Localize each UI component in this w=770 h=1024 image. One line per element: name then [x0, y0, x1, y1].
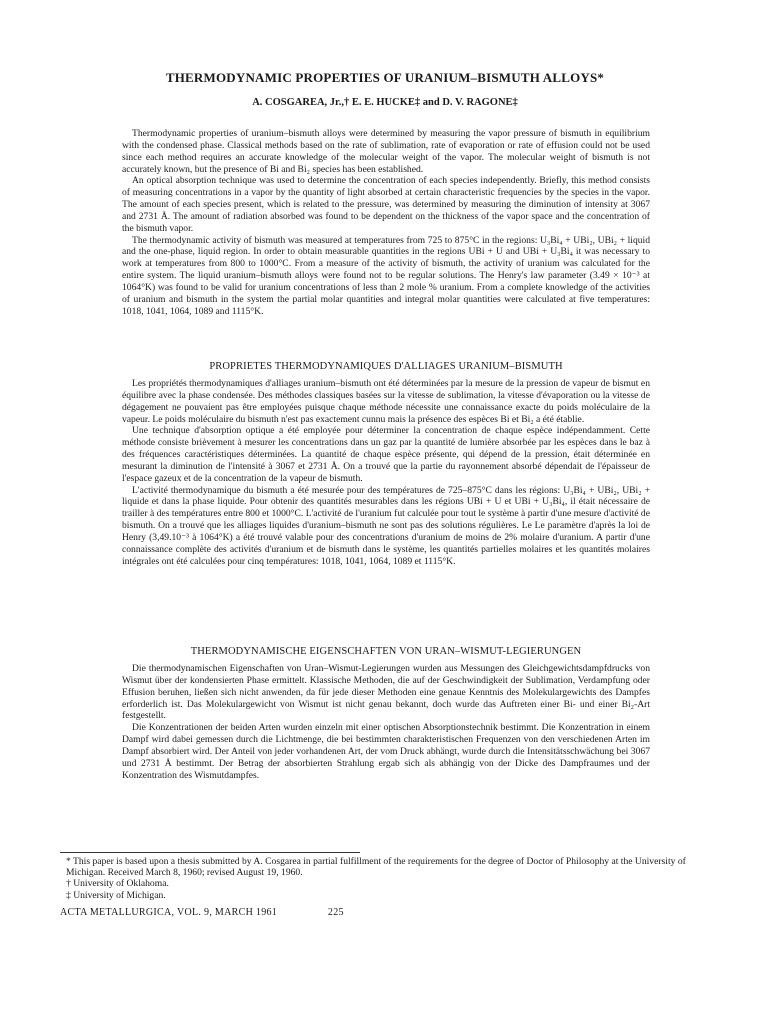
abstract-paragraph: Les propriétés thermodynamiques d'alliages uranium–bismuth ont été déterminées par la mesure de la pression de vapeur de bismut en équilibre avec la phase condensée. Des méthodes classiques basées sur la vitesse de sublimation, la vitesse d'évaporation ou la vitesse de dégagement ne pouvaient pas être employées puisque chaque méthode nécessite une connaissance exacte du poids moléculaire de la vapeur. Le poids moléculaire du bismuth n'est pas exactement cunnu mais la présence des espèces Bi et Bi₂ a été établie.: [122, 378, 650, 425]
abstract-german: [122, 663, 650, 781]
abstract-paragraph: The thermodynamic activity of bismuth was measured at temperatures from 725 to 875°C in the regions: U₃Bi₄ + UBi₂, UBi₂ + liquid and the one-phase, liquid region. In order to obtain measurable quantities in the regions UBi + U and UBi + U₃Bi₄ it was necessary to work at temperatures from 800 to 1000°C. From a measure of the activity of bismuth, the activity of uranium was calculated for the entire system. The liquid uranium–bismuth alloys were found not to be regular solutions. The Henry's law parameter (3.49 × 10⁻³ at 1064°K) was found to be valid for uranium concentrations of less than 2 mole % uranium. From a complete knowledge of the activities of uranium and bismuth in the system the partial molar quantities and integral molar quantities were calculated at five temperatures: 1018, 1041, 1064, 1089 and 1115°K.: [122, 234, 650, 317]
abstract-paragraph: Thermodynamic properties of uranium–bismuth alloys were determined by measuring the vapor pressure of bismuth in equilibrium with the condensed phase. Classical methods based on the rate of sublimation, rate of evaporation or rate of effusion could not be used since each method requires an accurate knowledge of the molecular weight of the vapor. The molecular weight of bismuth is not accurately known, but the presence of Bi and Bi₂ species has been established.: [122, 128, 650, 175]
abstract-paragraph: An optical absorption technique was used to determine the concentration of each species independently. Briefly, this method consists of measuring concentrations in a vapor by the quantity of light absorbed at certain characteristic frequencies by the species in the vapor. The amount of each species present, which is related to the pressure, was determined by measuring the diminution of intensity at 3067 and 2731 Å. The amount of radiation absorbed was found to be dependent on the thickness of the vapor space and the concentration of the bismuth vapor.: [122, 175, 650, 234]
page-number: 225: [327, 907, 344, 918]
abstract-paragraph: Une technique d'absorption optique a été employée pour déterminer la concentration de chaque espèce indépendamment. Cette méthode consiste brièvement à mesurer les concentrations dans un gaz par la quantité de lumière absorbée par les espèces dans le baz à des fréquences caractéristiques déterminées. La quantité de chaque espèce présente, qui dépend de la pression, était déterminée en mesurant la diminution de l'intensité à 3067 et 2731 Å. On a trouvé que la partie du rayonnement absorbé dépendait de l'épaisseur de l'espace gazeux et de la concentration de la vapeur de bismuth.: [122, 425, 650, 484]
german-abstract-heading: THERMODYNAMISCHE EIGENSCHAFTEN VON URAN–WISMUT-LEGIERUNGEN: [190, 646, 582, 657]
footnote-thesis: * This paper is based upon a thesis submitted by A. Cosgarea in partial fulfillment of the requirements for the degree of Doctor of Philosophy at the University of Michigan. Received March 8, 1960; revised August 19, 1960.: [66, 856, 686, 879]
abstract-paragraph: L'activité thermodynamique du bismuth a été mesurée pour des températures de 725–875°C dans les régions: U₃Bi₄ + UBi₂, UBi₂ + liquide et dans la phase liquide. Pour obtenir des quantités mesurables dans les régions UBi + U et UBi + U₃Bi₄, il était nécessaire de trailler à des températures entre 800 et 1000°C. L'activité de l'uranium fut calculée pour tout le système à partir d'une mesure d'activité de bismuth. On a trouvé que les alliages liquides d'uranium–bismuth ne sont pas des solutions régulières. Le Le paramètre d'après la loi de Henry (3,49.10⁻³ à 1064°K) a été trouvé valable pour des concentrations d'uranium de moins de 2% molaire d'uranium. A partir d'une connaissance complète des activités d'uranium et de bismuth dans le système, les quantités partielles molaires et les quantités molaires intégrales ont été calculées pour cinq températures: 1018, 1041, 1064, 1089 et 1115°K.: [122, 484, 650, 567]
journal-footer: [60, 907, 710, 918]
paper-title: THERMODYNAMIC PROPERTIES OF URANIUM–BISMUTH ALLOYS*: [165, 70, 605, 85]
abstract-french: [122, 378, 650, 568]
abstract-paragraph: Die Konzentrationen der beiden Arten wurden einzeln mit einer optischen Absorptionstechnik bestimmt. Die Konzentration in einem Dampf wird dabei gemessen durch die Lichtmenge, die bei bestimmten charakteristischen Frequenzen von den verschiedenen Arten im Dampf absorbiert wird. Der Anteil von jeder vorhandenen Art, der vom Druck abhängt, wurde durch die Intensitätsschwächung bei 3067 und 2731 Å bestimmt. Der Betrag der absorbierten Strahlung ergab sich als abhängig von der Dicke des Dampfraumes und der Konzentration des Wismutdampfes.: [122, 722, 650, 781]
abstract-paragraph: Die thermodynamischen Eigenschaften von Uran–Wismut-Legierungen wurden aus Messungen des Gleichgewichtsdampfdrucks von Wismut über der kondensierten Phase ermittelt. Klassische Methoden, die auf der Geschwindigkeit der Sublimation, Verdampfung oder Effusion beruhen, ließen sich nicht anwenden, da für jede dieser Methoden eine genaue Kenntnis des Molekulargewichts des Dampfes erforderlich ist. Das Molekulargewicht von Wismut ist nicht genau bekannt, doch wurde das Auftreten einer Bi- und einer Bi₂-Art festgestellt.: [122, 663, 650, 722]
author-line: A. COSGAREA, Jr.,† E. E. HUCKE‡ and D. V. RAGONE‡: [252, 97, 518, 108]
journal-citation: ACTA METALLURGICA, VOL. 9, MARCH 1961: [60, 907, 278, 918]
footnote-divider: [60, 852, 360, 853]
french-abstract-heading: PROPRIETES THERMODYNAMIQUES D'ALLIAGES URANIUM–BISMUTH: [209, 361, 563, 372]
footnotes: [60, 856, 710, 901]
footnote-affiliation-oklahoma: † University of Oklahoma.: [66, 878, 169, 890]
abstract-english: [122, 128, 650, 318]
footnote-affiliation-michigan: ‡ University of Michigan.: [66, 889, 166, 901]
